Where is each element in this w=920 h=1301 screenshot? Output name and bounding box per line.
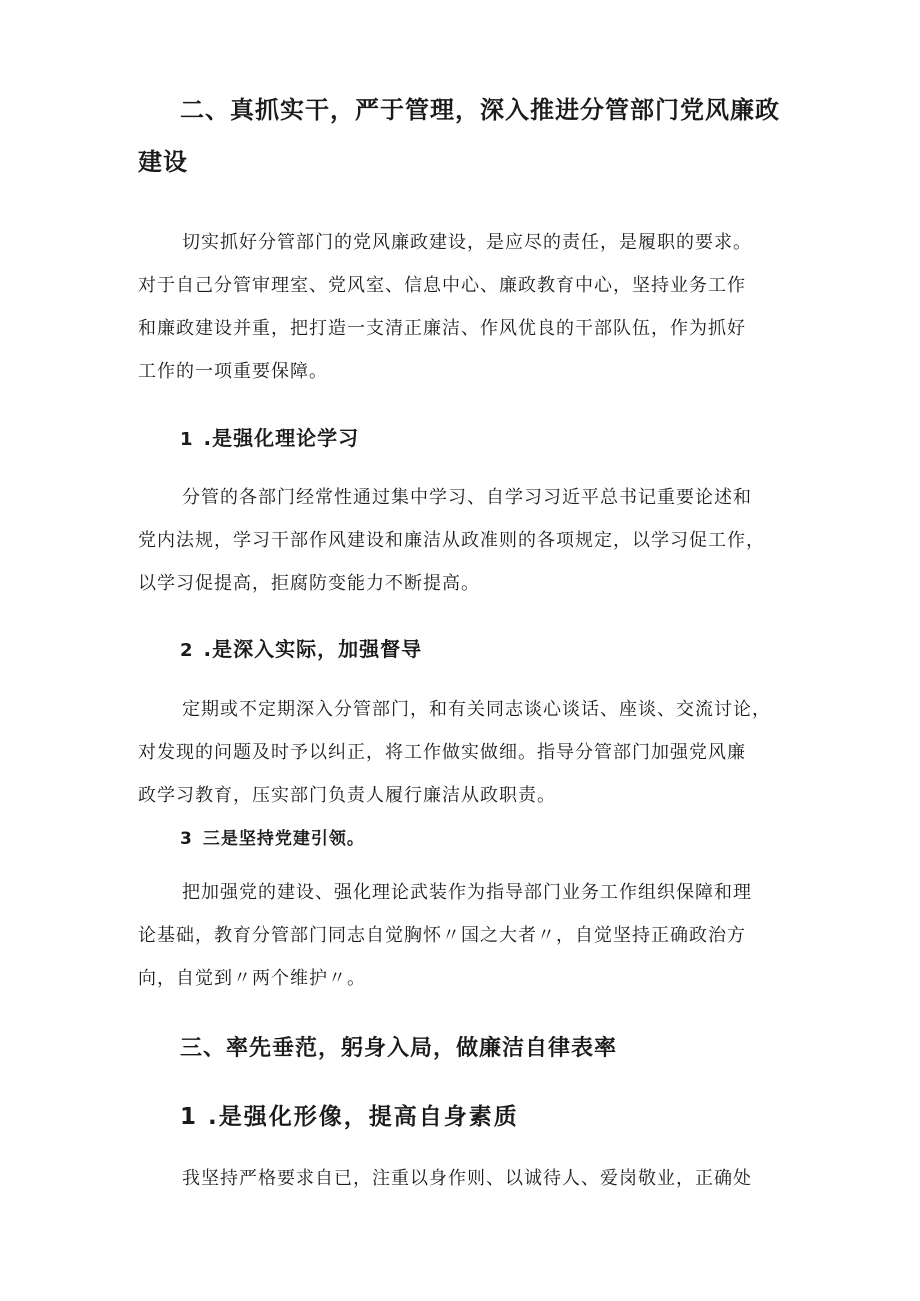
paragraph-line: 把加强党的建设、强化理论武装作为指导部门业务工作组织保障和理 [182, 882, 752, 903]
paragraph-line: 向，自觉到〃两个维护〃。 [138, 968, 366, 989]
paragraph-line: 工作的一项重要保障。 [138, 361, 328, 382]
subheading-number: 1 [180, 1104, 199, 1130]
paragraph-line: 切实抓好分管部门的党风廉政建设，是应尽的责任，是履职的要求。 [182, 232, 752, 253]
section2-intro-paragraph [138, 221, 788, 393]
paragraph-line: 政学习教育，压实部门负责人履行廉洁从政职责。 [138, 785, 556, 806]
paragraph-line: 党内法规，学习干部作风建设和廉洁从政准则的各项规定，以学习促工作， [138, 530, 765, 551]
subheading-number: 1 [180, 429, 194, 450]
item1-paragraph [138, 476, 788, 605]
paragraph-line: 论基础，教育分管部门同志自觉胸怀〃国之大者〃，自觉坚持正确政治方 [138, 925, 746, 946]
subheading-2 [180, 634, 830, 666]
paragraph-line: 我坚持严格要求自已，注重以身作则、以诚待人、爱岗敬业，正确处 [182, 1168, 752, 1189]
section2-heading [138, 84, 788, 188]
section3-item1-paragraph [138, 1157, 788, 1200]
paragraph-line: 对发现的问题及时予以纠正，将工作做实做细。指导分管部门加强党风廉 [138, 742, 746, 763]
item3-paragraph [138, 871, 788, 1000]
subheading-title: 三是坚持党建引领。 [202, 829, 365, 849]
paragraph-line: 以学习促提高，拒腐防变能力不断提高。 [138, 573, 480, 594]
subheading-title: .是强化理论学习 [203, 426, 360, 450]
paragraph-line: 定期或不定期深入分管部门，和有关同志谈心谈话、座谈、交流讨论， [182, 699, 771, 720]
subheading-title: .是深入实际，加强督导 [203, 637, 423, 661]
item2-paragraph [138, 688, 788, 817]
paragraph-line: 和廉政建设并重，把打造一支清正廉洁、作风优良的干部队伍，作为抓好 [138, 318, 746, 339]
subheading-1 [180, 423, 830, 455]
section3-subheading-1 [180, 1101, 830, 1133]
subheading-3 [180, 824, 830, 854]
paragraph-line: 对于自己分管审理室、党风室、信息中心、廉政教育中心，坚持业务工作 [138, 275, 746, 296]
subheading-number: 3 [180, 829, 193, 849]
section3-heading: 三、率先垂范，躬身入局，做廉洁自律表率 [180, 1036, 618, 1061]
subheading-number: 2 [180, 640, 194, 661]
section2-heading-line2: 建设 [138, 148, 188, 176]
subheading-title: .是强化形像，提高自身素质 [208, 1104, 519, 1130]
section2-heading-line1: 二、真抓实干，严于管理，深入推进分管部门党风廉政 [180, 96, 780, 124]
paragraph-line: 分管的各部门经常性通过集中学习、自学习习近平总书记重要论述和 [182, 487, 752, 508]
